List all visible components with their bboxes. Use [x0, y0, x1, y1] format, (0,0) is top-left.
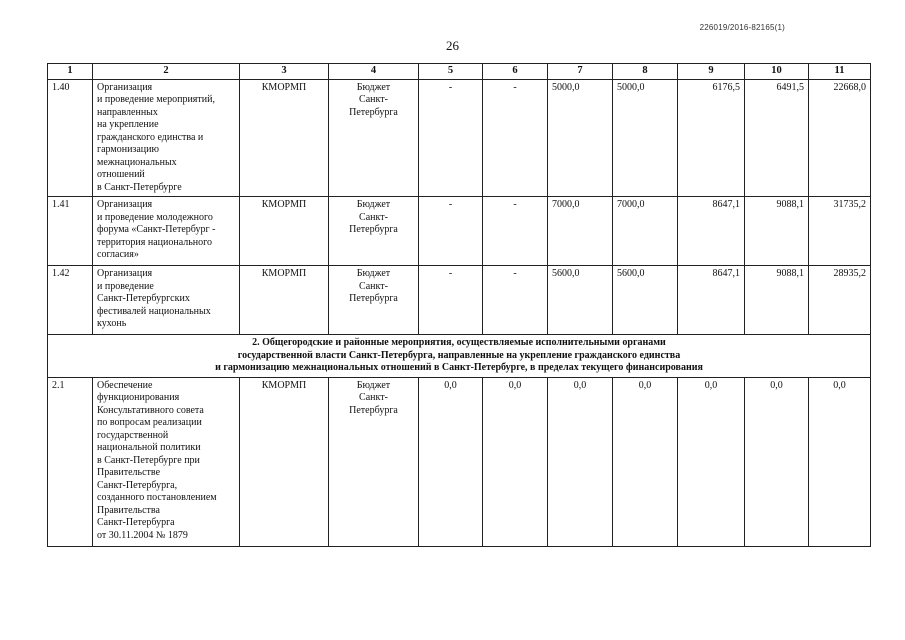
cell-col8: 0,0	[613, 377, 678, 546]
cell-col5: -	[419, 197, 483, 266]
document-id: 226019/2016-82165(1)	[699, 23, 785, 32]
row-executor: КМОРМП	[240, 79, 329, 197]
source-line: Бюджет	[356, 379, 391, 391]
source-line: Бюджет	[356, 199, 391, 210]
name-line: и проведение	[97, 280, 154, 292]
row-name	[93, 377, 240, 546]
cell-col10: 9088,1	[745, 266, 809, 335]
row-id: 1.40	[48, 79, 93, 197]
name-line: Санкт-Петербурга	[97, 517, 175, 528]
cell-col8: 5600,0	[613, 266, 678, 335]
row-source	[329, 377, 419, 546]
name-line: отношений	[97, 169, 145, 180]
name-line: функционирования	[97, 392, 180, 403]
name-line: и проведение мероприятий,	[97, 94, 215, 105]
row-executor: КМОРМП	[240, 197, 329, 266]
row-name	[93, 79, 240, 197]
section-heading-line: и гармонизацию межнациональных отношений в Санкт-Петербурге, в пределах текущего финансирования	[215, 362, 703, 373]
name-line: в Санкт-Петербурге при	[97, 454, 200, 466]
column-header: 1	[48, 64, 93, 80]
row-id: 1.42	[48, 266, 93, 335]
column-header: 5	[419, 64, 483, 80]
column-header: 9	[678, 64, 745, 80]
name-line: созданного постановлением	[97, 492, 217, 503]
cell-col6: -	[483, 266, 548, 335]
source-line: Петербурга	[349, 404, 398, 416]
source-line: Санкт-	[359, 211, 388, 223]
cell-col9: 8647,1	[678, 197, 745, 266]
row-executor: КМОРМП	[240, 266, 329, 335]
name-line: национальной политики	[97, 442, 201, 453]
table-row	[48, 79, 871, 197]
cell-col9: 8647,1	[678, 266, 745, 335]
name-line: от 30.11.2004 № 1879	[97, 529, 188, 541]
cell-col5: -	[419, 79, 483, 197]
name-line: Организация	[97, 268, 153, 279]
cell-col7: 5600,0	[548, 266, 613, 335]
name-line: кухонь	[97, 318, 127, 329]
cell-col11: 31735,2	[809, 197, 871, 266]
cell-col9: 6176,5	[678, 79, 745, 197]
name-line: Правительстве	[97, 467, 161, 478]
source-line: Бюджет	[356, 268, 391, 279]
name-line: Консультативного совета	[97, 404, 204, 416]
source-line: Петербурга	[349, 106, 398, 118]
cell-col5: -	[419, 266, 483, 335]
section-heading-line: 2. Общегородские и районные мероприятия, осуществляемые исполнительными органами	[252, 337, 666, 348]
name-line: межнациональных	[97, 156, 177, 168]
name-line: на укрепление	[97, 119, 159, 130]
name-line: в Санкт-Петербурге	[97, 181, 182, 193]
name-line: Обеспечение	[97, 379, 153, 391]
column-header: 8	[613, 64, 678, 80]
source-line: Петербурга	[349, 224, 398, 235]
cell-col11: 0,0	[809, 377, 871, 546]
table-row	[48, 197, 871, 266]
row-source	[329, 266, 419, 335]
budget-table	[47, 63, 871, 547]
source-line: Санкт-	[359, 94, 388, 105]
page-number: 26	[446, 38, 459, 53]
row-source	[329, 79, 419, 197]
row-executor: КМОРМП	[240, 377, 329, 546]
cell-col6: 0,0	[483, 377, 548, 546]
cell-col5: 0,0	[419, 377, 483, 546]
cell-col7: 7000,0	[548, 197, 613, 266]
row-source	[329, 197, 419, 266]
cell-col10: 6491,5	[745, 79, 809, 197]
column-header: 7	[548, 64, 613, 80]
table-row	[48, 377, 871, 546]
source-line: Санкт-	[359, 280, 388, 292]
section-heading-row	[48, 335, 871, 378]
name-line: фестивалей национальных	[97, 305, 211, 317]
row-name	[93, 197, 240, 266]
column-header-row	[48, 64, 871, 80]
cell-col7: 5000,0	[548, 79, 613, 197]
source-line: Бюджет	[356, 81, 391, 93]
cell-col9: 0,0	[678, 377, 745, 546]
row-name	[93, 266, 240, 335]
cell-col10: 9088,1	[745, 197, 809, 266]
name-line: Организация	[97, 199, 153, 210]
name-line: гражданского единства и	[97, 131, 204, 143]
cell-col11: 22668,0	[809, 79, 871, 197]
table-row	[48, 266, 871, 335]
source-line: Петербурга	[349, 293, 398, 304]
cell-col11: 28935,2	[809, 266, 871, 335]
name-line: Санкт-Петербургских	[97, 293, 190, 304]
name-line: согласия»	[97, 249, 139, 260]
column-header: 10	[745, 64, 809, 80]
section-heading	[48, 335, 871, 378]
cell-col7: 0,0	[548, 377, 613, 546]
cell-col6: -	[483, 197, 548, 266]
row-id: 1.41	[48, 197, 93, 266]
cell-col8: 7000,0	[613, 197, 678, 266]
column-header: 3	[240, 64, 329, 80]
cell-col6: -	[483, 79, 548, 197]
column-header: 6	[483, 64, 548, 80]
name-line: территория национального	[97, 236, 212, 248]
name-line: и проведение молодежного	[97, 211, 213, 223]
name-line: направленных	[97, 106, 158, 118]
column-header: 2	[93, 64, 240, 80]
name-line: государственной	[97, 429, 169, 441]
name-line: Санкт-Петербурга,	[97, 479, 178, 491]
section-heading-line: государственной власти Санкт-Петербурга, направленные на укрепление гражданского единства	[237, 349, 681, 361]
name-line: Организация	[97, 81, 153, 93]
column-header: 11	[809, 64, 871, 80]
source-line: Санкт-	[359, 392, 388, 403]
cell-col10: 0,0	[745, 377, 809, 546]
cell-col8: 5000,0	[613, 79, 678, 197]
name-line: Правительства	[97, 504, 160, 516]
name-line: гармонизацию	[97, 144, 159, 155]
column-header: 4	[329, 64, 419, 80]
name-line: форума «Санкт-Петербург -	[97, 224, 216, 235]
name-line: по вопросам реализации	[97, 417, 202, 428]
row-id: 2.1	[48, 377, 93, 546]
